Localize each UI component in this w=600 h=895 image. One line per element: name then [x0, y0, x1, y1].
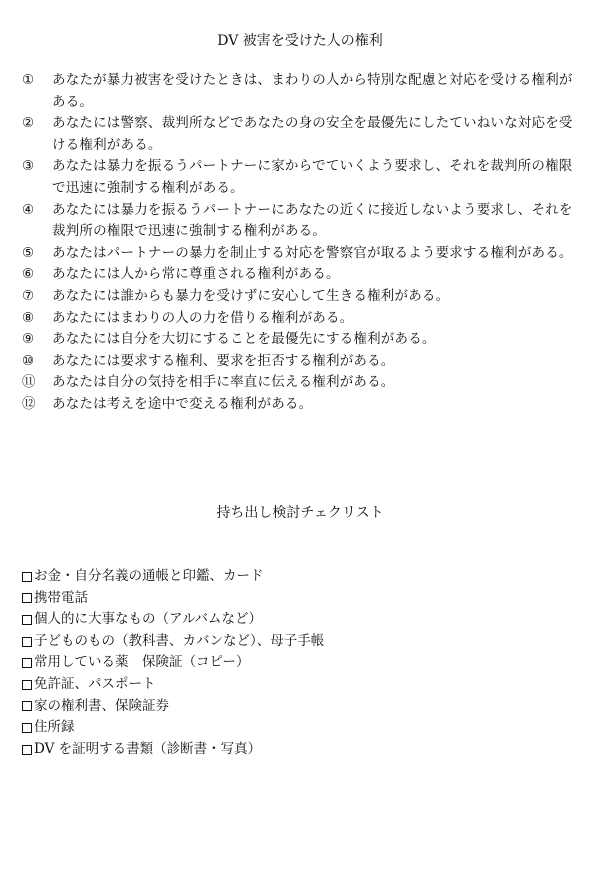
- checklist-item-1[interactable]: [22, 566, 582, 588]
- checklist-item-6[interactable]: [22, 674, 582, 696]
- rights-item-3: [22, 156, 582, 199]
- checklist-item-8[interactable]: [22, 717, 582, 739]
- checklist-item-label: 常用している薬 保険証（コピー）: [34, 654, 250, 671]
- rights-item-text: あなたは自分の気持を相手に率直に伝える権利がある。: [52, 374, 395, 391]
- rights-item-text: あなたには要求する権利、要求を拒否する権利がある。: [52, 352, 395, 369]
- rights-item-number: ⑫: [22, 395, 36, 412]
- checkbox-icon[interactable]: [22, 615, 32, 625]
- rights-item-text: あなたには自分を大切にすることを最優先にする権利がある。: [52, 331, 436, 348]
- checkbox-icon[interactable]: [22, 658, 32, 668]
- rights-item-4: [22, 200, 582, 243]
- rights-item-text: あなたには暴力を振るうパートナーにあなたの近くに接近しないよう要求し、それを裁判所の権限で迅速に強制する権利がある。: [52, 201, 573, 240]
- checklist: [22, 566, 582, 760]
- rights-item-11: [22, 372, 582, 394]
- checklist-item-label: 子どものもの（教科書、カバンなど）、母子手帳: [34, 632, 325, 649]
- rights-item-number: ②: [22, 115, 35, 132]
- checklist-item-4[interactable]: [22, 631, 582, 653]
- checklist-item-9[interactable]: [22, 739, 582, 761]
- rights-title: DV 被害を受けた人の権利: [217, 33, 383, 49]
- rights-item-5: [22, 243, 582, 265]
- rights-item-number: ⑤: [22, 244, 35, 261]
- rights-item-number: ①: [22, 72, 35, 88]
- rights-item-2: [22, 113, 582, 156]
- rights-item-text: あなたはパートナーの暴力を制止する対応を警察官が取るよう要求する権利がある。: [52, 244, 573, 261]
- rights-item-text: あなたにはまわりの人の力を借りる権利がある。: [52, 309, 354, 326]
- checklist-item-3[interactable]: [22, 609, 582, 631]
- rights-item-9: [22, 329, 582, 351]
- rights-item-number: ③: [22, 158, 35, 175]
- checkbox-icon[interactable]: [22, 701, 32, 711]
- checklist-item-7[interactable]: [22, 696, 582, 718]
- rights-item-number: ⑨: [22, 331, 35, 348]
- checkbox-icon[interactable]: [22, 637, 32, 647]
- checklist-item-label: DV を証明する書類（診断書・写真）: [34, 740, 262, 757]
- checkbox-icon[interactable]: [22, 572, 32, 582]
- rights-item-number: ④: [22, 201, 35, 218]
- rights-item-text: あなたには警察、裁判所などであなたの身の安全を最優先にしたていねいな対応を受ける権利がある。: [52, 115, 573, 153]
- checkbox-icon[interactable]: [22, 593, 32, 603]
- rights-item-text: あなたは考えを途中で変える権利がある。: [52, 395, 313, 412]
- rights-item-1: [22, 70, 582, 113]
- rights-item-text: あなたには人から常に尊重される権利がある。: [52, 266, 340, 283]
- checklist-item-label: お金・自分名義の通帳と印鑑、カード: [34, 568, 264, 584]
- rights-item-7: [22, 286, 582, 308]
- checklist-title: 持ち出し検討チェクリスト: [216, 505, 384, 521]
- checklist-item-label: 個人的に大事なもの（アルバムなど）: [34, 611, 263, 628]
- checklist-item-5[interactable]: [22, 652, 582, 674]
- checklist-item-label: 免許証、パスポート: [34, 675, 156, 692]
- rights-list: [22, 70, 582, 416]
- checklist-item-2[interactable]: [22, 588, 582, 610]
- rights-item-6: [22, 264, 582, 286]
- rights-item-12: [22, 394, 582, 416]
- rights-item-number: ⑦: [22, 287, 35, 304]
- rights-item-text: あなたは暴力を振るうパートナーに家からでていくよう要求し、それを裁判所の権限で迅速に強制する権利がある。: [52, 158, 573, 196]
- rights-item-number: ⑥: [22, 266, 35, 283]
- checklist-item-label: 携帯電話: [34, 589, 88, 606]
- rights-item-number: ⑩: [22, 352, 35, 369]
- checkbox-icon[interactable]: [22, 723, 32, 733]
- rights-item-text: あなたには誰からも暴力を受けずに安心して生きる権利がある。: [52, 287, 450, 304]
- rights-item-8: [22, 308, 582, 330]
- checklist-item-label: 住所録: [34, 719, 75, 736]
- checklist-item-label: 家の権利書、保険証券: [34, 697, 169, 714]
- rights-item-text: あなたが暴力被害を受けたときは、まわりの人から特別な配慮と対応を受ける権利がある。: [52, 72, 573, 110]
- checkbox-icon[interactable]: [22, 680, 32, 690]
- checkbox-icon[interactable]: [22, 745, 32, 755]
- rights-item-number: ⑧: [22, 309, 35, 326]
- rights-item-10: [22, 351, 582, 373]
- rights-item-number: ⑪: [22, 374, 36, 391]
